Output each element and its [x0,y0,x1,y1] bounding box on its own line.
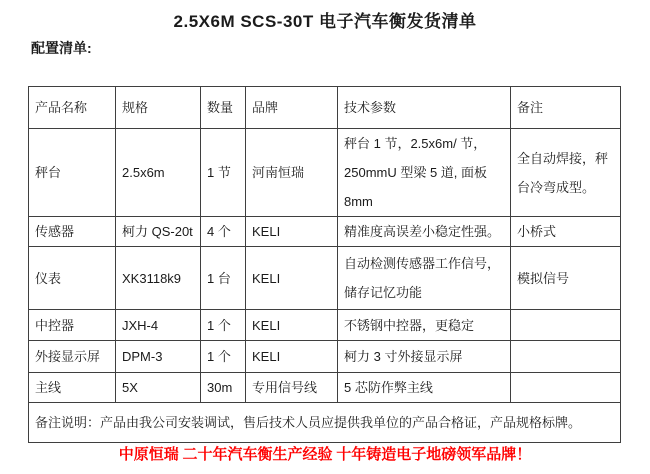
header-product-name: 产品名称 [29,87,116,129]
cell-params: 柯力 3 寸外接显示屏 [338,341,511,373]
cell-spec: DPM-3 [116,341,201,373]
cell-product-name: 仪表 [29,247,116,310]
cell-note: 小桥式 [511,217,621,247]
cell-note: 全自动焊接，秤台冷弯成型。 [511,129,621,217]
cell-note [511,310,621,341]
cell-qty: 1 个 [201,310,246,341]
config-list-label: 配置清单: [31,40,92,56]
header-brand: 品牌 [246,87,338,129]
cell-brand: KELI [246,247,338,310]
table-row [29,247,621,310]
cell-params: 自动检测传感器工作信号，储存记忆功能 [338,247,511,310]
cell-product-name: 传感器 [29,217,116,247]
page-title: 2.5X6M SCS-30T 电子汽车衡发货清单 [173,12,477,31]
cell-params: 不锈钢中控器，更稳定 [338,310,511,341]
cell-qty: 1 个 [201,341,246,373]
header-params: 技术参数 [338,87,511,129]
cell-params: 精准度高误差小稳定性强。 [338,217,511,247]
cell-product-name: 主线 [29,373,116,403]
cell-brand: KELI [246,217,338,247]
cell-brand: KELI [246,341,338,373]
cell-spec: JXH-4 [116,310,201,341]
header-note: 备注 [511,87,621,129]
table-row [29,341,621,373]
header-spec: 规格 [116,87,201,129]
config-table [28,86,621,443]
header-qty: 数量 [201,87,246,129]
table-row [29,310,621,341]
footer-note: 备注说明：产品由我公司安装调试，售后技术人员应提供我单位的产品合格证，产品规格标牌。 [29,403,621,443]
table-row [29,373,621,403]
table-row [29,129,621,217]
cell-brand: 专用信号线 [246,373,338,403]
cell-params: 5 芯防作弊主线 [338,373,511,403]
cell-note [511,341,621,373]
cell-product-name: 中控器 [29,310,116,341]
cell-note [511,373,621,403]
cell-spec: XK3118k9 [116,247,201,310]
cell-product-name: 外接显示屏 [29,341,116,373]
brand-slogan: 中原恒瑞 二十年汽车衡生产经验 十年铸造电子地磅领军品牌！ [118,447,532,463]
cell-qty: 1 台 [201,247,246,310]
cell-params: 秤台 1 节，2.5x6m/ 节，250mmU 型梁 5 道, 面板 8mm [338,129,511,217]
cell-spec: 5X [116,373,201,403]
cell-brand: KELI [246,310,338,341]
cell-qty: 30m [201,373,246,403]
cell-brand: 河南恒瑞 [246,129,338,217]
cell-spec: 2.5x6m [116,129,201,217]
cell-product-name: 秤台 [29,129,116,217]
cell-qty: 1 节 [201,129,246,217]
table-header-row [29,87,621,129]
cell-spec: 柯力 QS-20t [116,217,201,247]
table-row [29,217,621,247]
table-footer-row [29,403,621,443]
cell-note: 模拟信号 [511,247,621,310]
cell-qty: 4 个 [201,217,246,247]
